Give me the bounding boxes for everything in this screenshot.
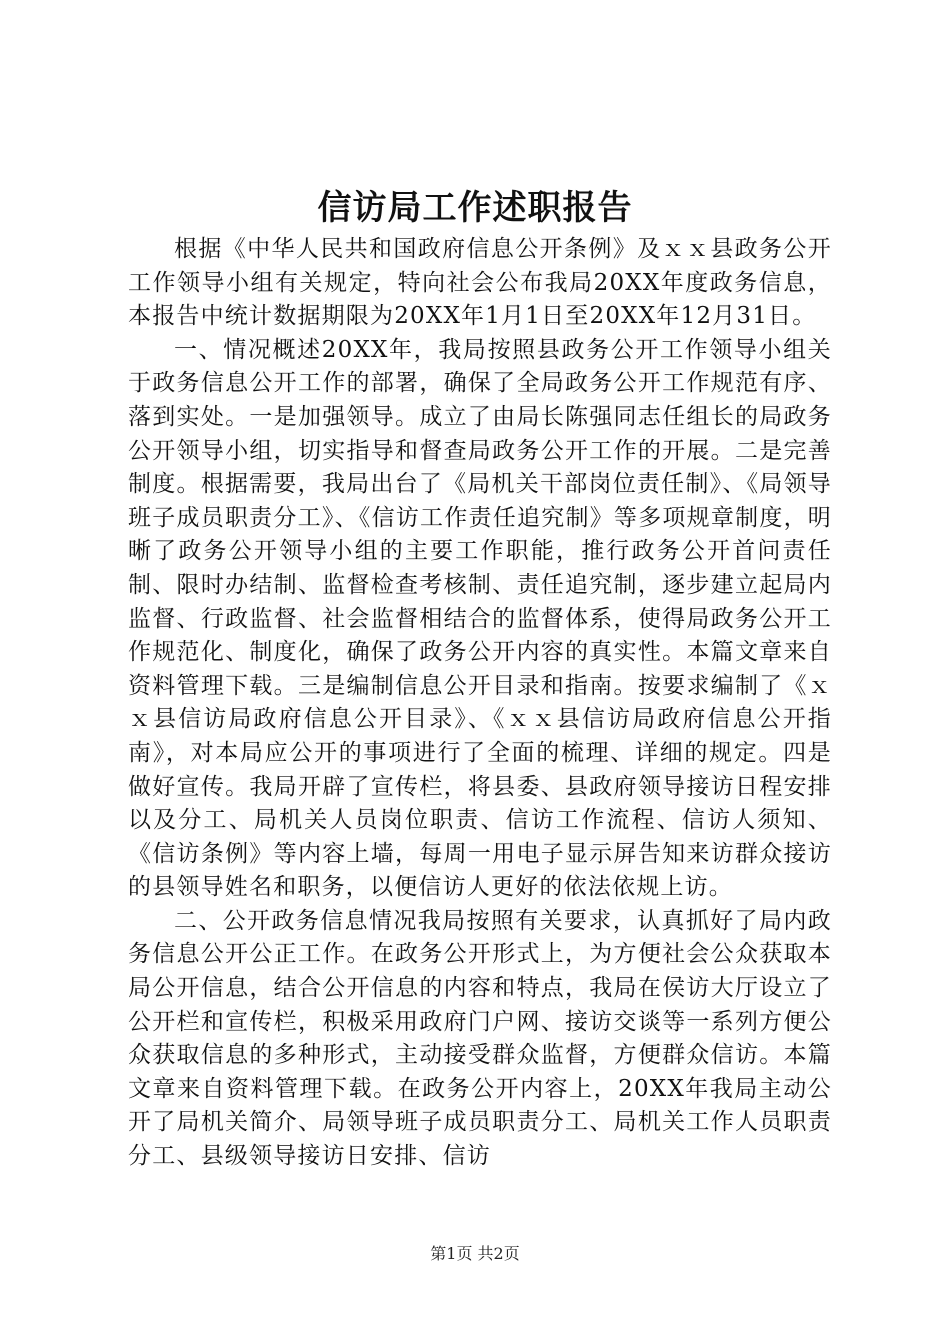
paragraph-disclosure: 二、公开政务信息情况我局按照有关要求，认真抓好了局内政务信息公开公正工作。在政务公开形式上，为方便社会公众获取本局公开信息，结合公开信息的内容和特点，我局在侯访大厅设立了公开栏和宣传栏，积极采用政府门户网、接访交谈等一系列方便公众获取信息的多种形式，主动接受群众监督，方便群众信访。本篇文章来自资料管理下载。在政务公开内容上，20XX年我局主动公开了局机关简介、局领导班子成员职责分工、局机关工作人员职责分工、县级领导接访日安排、信访 xyxy=(128,907,832,1170)
document-body xyxy=(128,233,832,1174)
paragraph-intro: 根据《中华人民共和国政府信息公开条例》及ｘｘ县政务公开工作领导小组有关规定，特向社会公布我局20XX年度政务信息，本报告中统计数据期限为20XX年1月1日至20XX年12月31日。 xyxy=(128,236,832,330)
document-title: 信访局工作述职报告 xyxy=(317,188,633,228)
paragraph-overview: 一、情况概述20XX年，我局按照县政务公开工作领导小组关于政务信息公开工作的部署，确保了全局政务公开工作规范有序、落到实处。一是加强领导。成立了由局长陈强同志任组长的局政务公开领导小组，切实指导和督查局政务公开工作的开展。二是完善制度。根据需要，我局出台了《局机关干部岗位责任制》、《局领导班子成员职责分工》、《信访工作责任追究制》等多项规章制度，明晰了政务公开领导小组的主要工作职能，推行政务公开首问责任制、限时办结制、监督检查考核制、责任追究制，逐步建立起局内监督、行政监督、社会监督相结合的监督体系，使得局政务公开工作规范化、制度化，确保了政务公开内容的真实性。本篇文章来自资料管理下载。三是编制信息公开目录和指南。按要求编制了《ｘｘ县信访局政府信息公开目录》、《ｘｘ县信访局政府信息公开指南》，对本局应公开的事项进行了全面的梳理、详细的规定。四是做好宣传。我局开辟了宣传栏，将县委、县政府领导接访日程安排以及分工、局机关人员岗位职责、信访工作流程、信访人须知、《信访条例》等内容上墙，每周一用电子显示屏告知来访群众接访的县领导姓名和职务，以便信访人更好的依法依规上访。 xyxy=(128,336,832,901)
page-number-footer: 第1页 共2页 xyxy=(430,1244,520,1263)
